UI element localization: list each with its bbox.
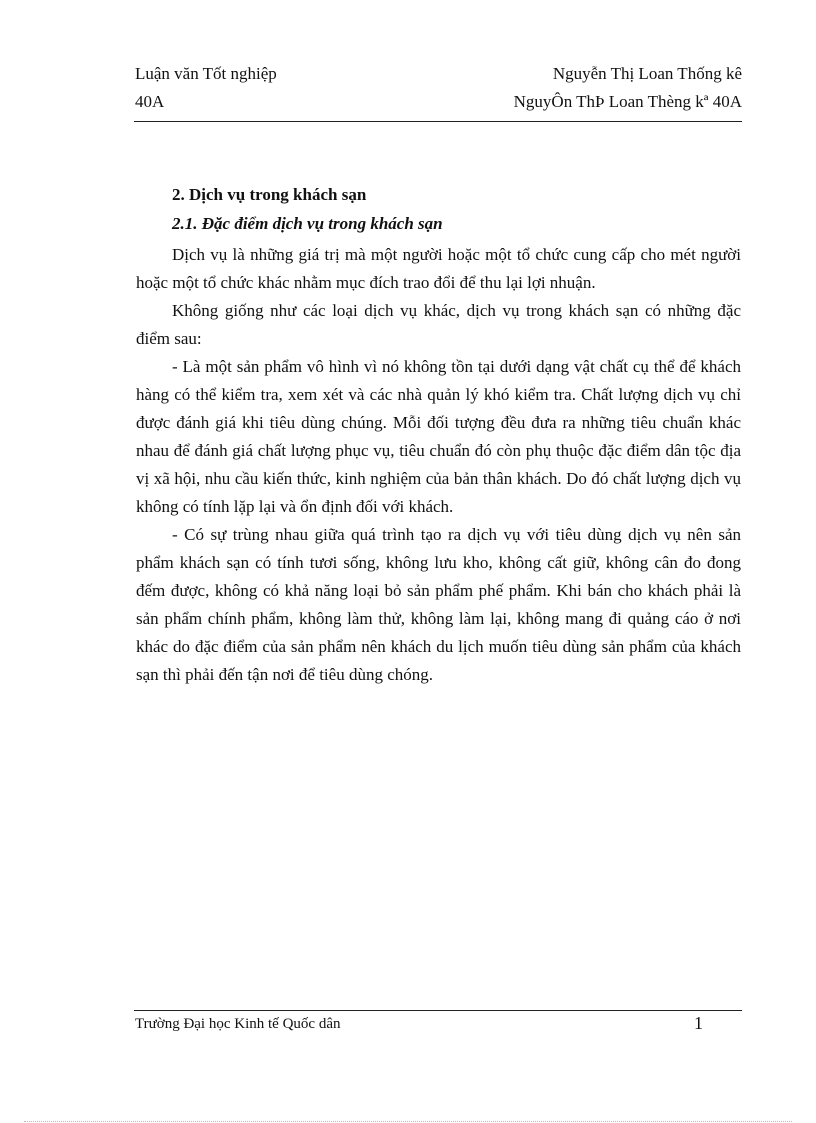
paragraph: - Có sự trùng nhau giữa quá trình tạo ra dịch vụ với tiêu dùng dịch vụ nên sản phẩm khách sạn có tính tươi sống, không lưu kho, không cất giữ, không cân đo đong đếm được, không có khả năng loại bỏ sản phẩm phế phẩm. Khi bán cho khách phải là sản phẩm chính phẩm, không làm thử, không làm lại, không mang đi quảng cáo ở nơi khác do đặc điểm của sản phẩm nên khách du lịch muốn tiêu dùng sản phẩm của khách sạn thì phải đến tận nơi để tiêu dùng chóng. bbox=[136, 525, 741, 684]
page-body bbox=[136, 183, 741, 689]
page-bottom-edge bbox=[24, 1121, 792, 1122]
page-number: 1 bbox=[694, 1013, 703, 1033]
paragraph: - Là một sản phẩm vô hình vì nó không tồn tại dưới dạng vật chất cụ thể để khách hàng có thể kiểm tra, xem xét và các nhà quản lý khó kiểm tra. Chất lượng dịch vụ chỉ được đánh giá khi tiêu dùng chúng. Mỗi đối tượng đều đưa ra những tiêu chuẩn khác nhau để đánh giá chất lượng phục vụ, tiêu chuẩn đó còn phụ thuộc đặc điểm dân tộc địa vị xã hội, nhu cầu kiến thức, kinh nghiệm của bản thân khách. Do đó chất lượng dịch vụ không có tính lặp lại và ổn định đối với khách. bbox=[136, 357, 741, 516]
header-class-left: 40A bbox=[135, 92, 165, 111]
header-title-left: Luận văn Tốt nghiệp bbox=[135, 64, 277, 83]
header-divider bbox=[134, 121, 742, 122]
footer-institution: Trường Đại học Kinh tế Quốc dân bbox=[135, 1016, 341, 1032]
paragraph: Dịch vụ là những giá trị mà một người hoặc một tổ chức cung cấp cho mét người hoặc một tổ chức khác nhằm mục đích trao đổi để thu lại lợi nhuận. bbox=[136, 245, 741, 292]
footer-divider bbox=[134, 1010, 742, 1011]
subsection-heading: 2.1. Đặc điểm dịch vụ trong khách sạn bbox=[172, 214, 443, 233]
header-author-right: Nguyễn Thị Loan Thống kê bbox=[552, 64, 742, 83]
paragraph: Không giống như các loại dịch vụ khác, dịch vụ trong khách sạn có những đặc điểm sau: bbox=[136, 301, 741, 348]
section-heading: 2. Dịch vụ trong khách sạn bbox=[172, 185, 367, 204]
header-author-garbled: NguyÔn ThÞ Loan Thèng kª 40A bbox=[513, 92, 742, 111]
